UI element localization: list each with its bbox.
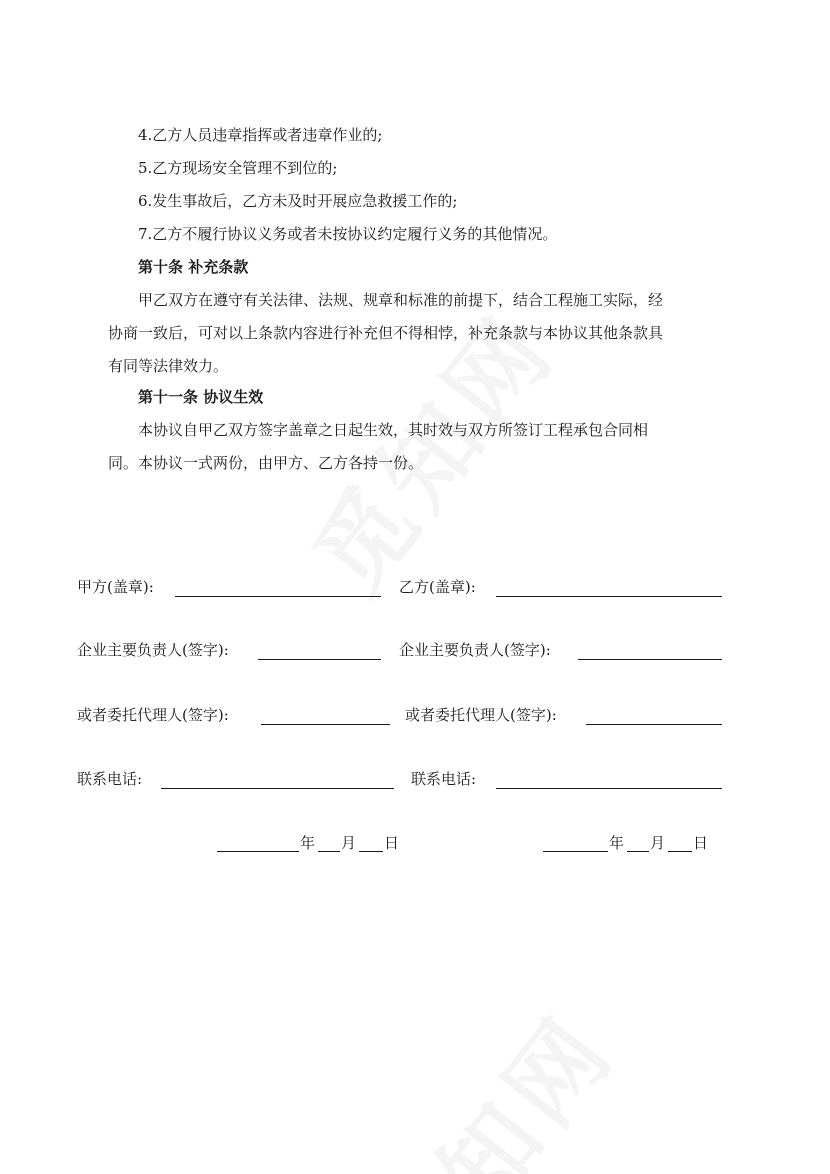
agent-b-label: 或者委托代理人(签字): (405, 706, 557, 724)
article-11-line-1: 本协议自甲乙双方签字盖章之日起生效，其时效与双方所签订工程承包合同相 (138, 421, 649, 439)
principal-b-label: 企业主要负责人(签字): (399, 641, 551, 659)
date-a-month-label: 月 (341, 834, 357, 852)
date-a-month-blank[interactable] (318, 851, 340, 852)
clause-7: 7.乙方不履行协议义务或者未按协议约定履行义务的其他情况。 (138, 225, 558, 243)
clause-5: 5.乙方现场安全管理不到位的; (138, 159, 338, 177)
principal-a-label: 企业主要负责人(签字): (77, 641, 229, 659)
date-b-year-blank[interactable] (543, 851, 608, 852)
date-b-day-blank[interactable] (668, 851, 692, 852)
article-10-line-1: 甲乙双方在遵守有关法律、法规、规章和标准的前提下，结合工程施工实际，经 (138, 291, 664, 309)
watermark-bottom (337, 981, 641, 1174)
article-11-line-2: 同。本协议一式两份，由甲方、乙方各持一份。 (108, 454, 424, 472)
article-10-line-3: 有同等法律效力。 (108, 357, 229, 375)
phone-a-blank[interactable] (161, 788, 394, 789)
date-a-day-label: 日 (384, 834, 400, 852)
article-11-title: 第十一条 协议生效 (138, 388, 264, 406)
agent-a-label: 或者委托代理人(签字): (77, 706, 229, 724)
date-b-month-label: 月 (650, 834, 666, 852)
date-a-year-blank[interactable] (217, 851, 299, 852)
date-b-day-label: 日 (693, 834, 709, 852)
date-a-day-blank[interactable] (359, 851, 383, 852)
date-b-month-blank[interactable] (627, 851, 649, 852)
date-b-year-label: 年 (609, 834, 625, 852)
article-10-line-2: 协商一致后，可对以上条款内容进行补充但不得相悖，补充条款与本协议其他条款具 (108, 324, 664, 342)
party-b-seal-label: 乙方(盖章): (399, 578, 476, 596)
principal-a-blank[interactable] (258, 659, 381, 660)
phone-a-label: 联系电话: (77, 770, 143, 788)
phone-b-label: 联系电话: (411, 770, 477, 788)
principal-b-blank[interactable] (578, 659, 722, 660)
date-a-year-label: 年 (300, 834, 316, 852)
agent-b-blank[interactable] (586, 724, 722, 725)
clause-4: 4.乙方人员违章指挥或者违章作业的; (138, 126, 383, 144)
party-a-seal-blank[interactable] (175, 596, 381, 597)
clause-6: 6.发生事故后，乙方未及时开展应急救援工作的; (138, 192, 458, 210)
article-10-title: 第十条 补充条款 (138, 258, 249, 276)
phone-b-blank[interactable] (496, 788, 722, 789)
agent-a-blank[interactable] (261, 724, 390, 725)
party-b-seal-blank[interactable] (496, 596, 722, 597)
party-a-seal-label: 甲方(盖章): (77, 578, 154, 596)
